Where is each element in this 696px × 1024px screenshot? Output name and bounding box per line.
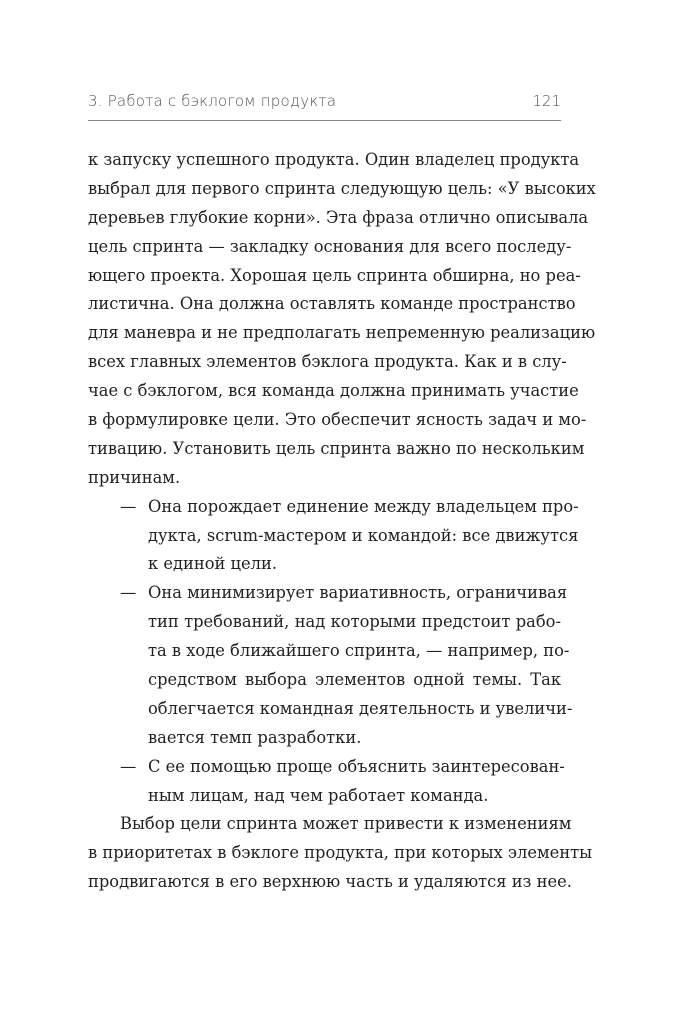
- paragraph-line: [88, 204, 589, 233]
- line-text: средством выбора элементов одной темы. Так: [148, 670, 561, 690]
- paragraph-line: [88, 810, 572, 839]
- paragraph-line: [88, 464, 561, 493]
- line-text: та в ходе ближайшего спринта, — например, по-: [148, 641, 570, 661]
- list-dash: —: [120, 583, 137, 603]
- list-item-line: [88, 637, 570, 666]
- paragraph-line: [88, 868, 572, 897]
- paragraph-line: [88, 175, 596, 204]
- line-text: облегчается командная деятельность и увеличи-: [148, 698, 573, 718]
- list-item-line: [88, 666, 561, 695]
- list-item-line: [88, 695, 573, 724]
- paragraph-line: [88, 262, 581, 291]
- paragraph-line: [88, 233, 572, 262]
- list-item-line: [88, 579, 568, 608]
- list-item-line: [88, 522, 579, 551]
- line-text: к запуску успешного продукта. Один владелец продукта: [88, 150, 580, 169]
- line-text: Она порождает единение между владельцем про-: [148, 496, 579, 516]
- line-text: вается темп разработки.: [148, 727, 362, 747]
- line-text: в формулировке цели. Это обеспечит ясность задач и мо-: [88, 410, 587, 430]
- line-text: в приоритетах в бэклоге продукта, при которых элементы: [88, 843, 593, 863]
- line-text: причинам.: [88, 467, 181, 487]
- chapter-title: 3. Работа с бэклогом продукта: [88, 92, 337, 110]
- list-item-line: [88, 753, 565, 782]
- line-text: дукта, scrum-мастером и командой: все движутся: [148, 525, 579, 545]
- line-text: цель спринта — закладку основания для всего последу-: [88, 236, 572, 256]
- list-item-line: [88, 782, 561, 811]
- paragraph-line: [88, 290, 576, 319]
- list-item-line: [88, 724, 561, 753]
- line-text: для маневра и не предполагать непременную реализацию: [88, 323, 596, 343]
- paragraph-line: [88, 839, 593, 868]
- line-text: ющего проекта. Хорошая цель спринта обширна, но реа-: [88, 265, 581, 285]
- line-text: продвигаются в его верхнюю часть и удаляются из нее.: [88, 872, 572, 892]
- line-text: к единой цели.: [148, 554, 278, 574]
- line-text: чае с бэклогом, вся команда должна принимать участие: [88, 381, 579, 401]
- paragraph-line: [88, 377, 579, 406]
- paragraph-line: [88, 435, 585, 464]
- running-header: [88, 92, 561, 114]
- page-body: [88, 146, 596, 897]
- header-rule: [88, 120, 561, 121]
- paragraph-line: [88, 319, 596, 348]
- page-number: 121: [532, 92, 561, 110]
- line-text: всех главных элементов бэклога продукта. Как и в слу-: [88, 352, 567, 372]
- line-text: выбрал для первого спринта следующую цель: «У высоких: [88, 178, 596, 198]
- line-text: ным лицам, над чем работает команда.: [148, 785, 489, 805]
- paragraph-line: [88, 348, 567, 377]
- list-dash: —: [120, 496, 137, 516]
- line-text: тип требований, над которыми предстоит рабо-: [148, 612, 561, 632]
- line-text: С ее помощью проще объяснить заинтересован-: [148, 756, 565, 776]
- list-item-line: [88, 550, 561, 579]
- line-text: Она минимизирует вариативность, ограничивая: [148, 583, 568, 603]
- list-item-line: [88, 493, 579, 522]
- list-dash: —: [120, 756, 137, 776]
- line-text: листична. Она должна оставлять команде пространство: [88, 294, 576, 314]
- paragraph-line: [88, 146, 580, 175]
- line-text: Выбор цели спринта может привести к изменениям: [120, 814, 572, 834]
- list-item-line: [88, 608, 561, 637]
- line-text: деревьев глубокие корни». Эта фраза отлично описывала: [88, 207, 589, 227]
- paragraph-line: [88, 406, 587, 435]
- line-text: тивацию. Установить цель спринта важно по нескольким: [88, 438, 585, 458]
